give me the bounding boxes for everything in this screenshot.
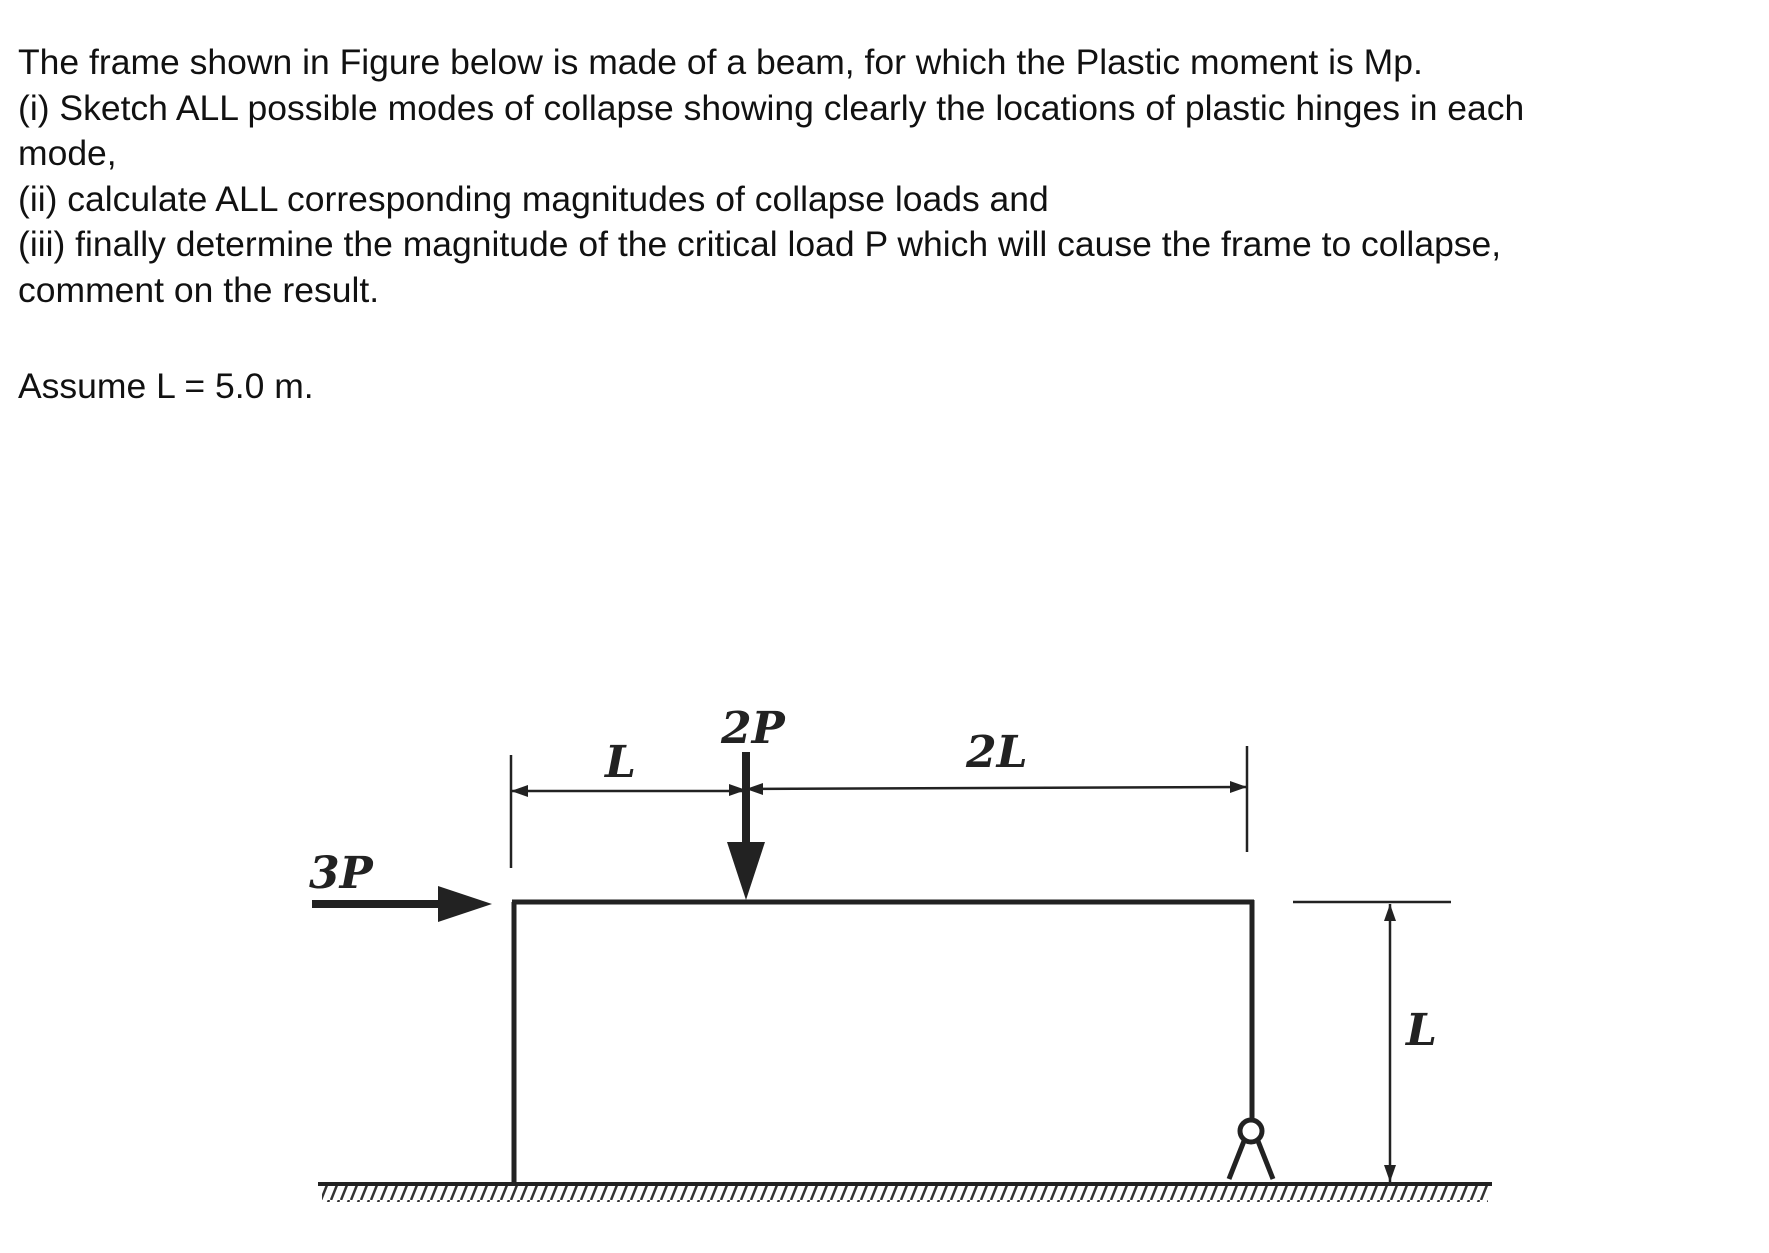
left-span-label: L <box>605 737 636 788</box>
ground <box>318 1184 1492 1202</box>
height-arrowhead-top <box>1384 904 1396 921</box>
frame <box>512 900 1254 1184</box>
span-arrowhead-left <box>511 785 528 797</box>
pin-support-circle <box>1240 1120 1262 1142</box>
vertical-load-arrowhead <box>727 842 765 900</box>
question-part-i-line2: mode, <box>18 133 117 173</box>
pin-support <box>1229 1120 1273 1179</box>
pin-support-left-leg <box>1229 1141 1244 1179</box>
span-dim-line-right <box>746 787 1247 789</box>
question-part-ii: (ii) calculate ALL corresponding magnitudes of collapse loads and <box>18 178 1049 219</box>
horizontal-load-label: 3P <box>309 848 373 899</box>
question-intro: The frame shown in Figure below is made of a beam, for which the Plastic moment is Mp. <box>18 42 1423 82</box>
assumption-text: Assume L = 5.0 m. <box>18 366 314 406</box>
height-arrowhead-bottom <box>1384 1165 1396 1182</box>
question-part-iii-line1: (iii) finally determine the magnitude of the critical load P which will cause the frame to collapse, <box>18 224 1502 264</box>
vertical-load-label: 2P <box>721 703 785 754</box>
vertical-load-arrow <box>727 752 765 900</box>
horizontal-load-arrowhead <box>438 886 492 922</box>
question-part-i-line1: (i) Sketch ALL possible modes of collapse showing clearly the locations of plastic hinges in each <box>18 87 1525 128</box>
span-arrowhead-right <box>1230 781 1247 793</box>
height-label: L <box>1406 1005 1437 1056</box>
ground-hatching <box>322 1186 1488 1202</box>
pin-support-right-leg <box>1258 1141 1273 1179</box>
question-part-iii-line2: comment on the result. <box>18 269 380 310</box>
right-span-label: 2L <box>966 727 1028 778</box>
